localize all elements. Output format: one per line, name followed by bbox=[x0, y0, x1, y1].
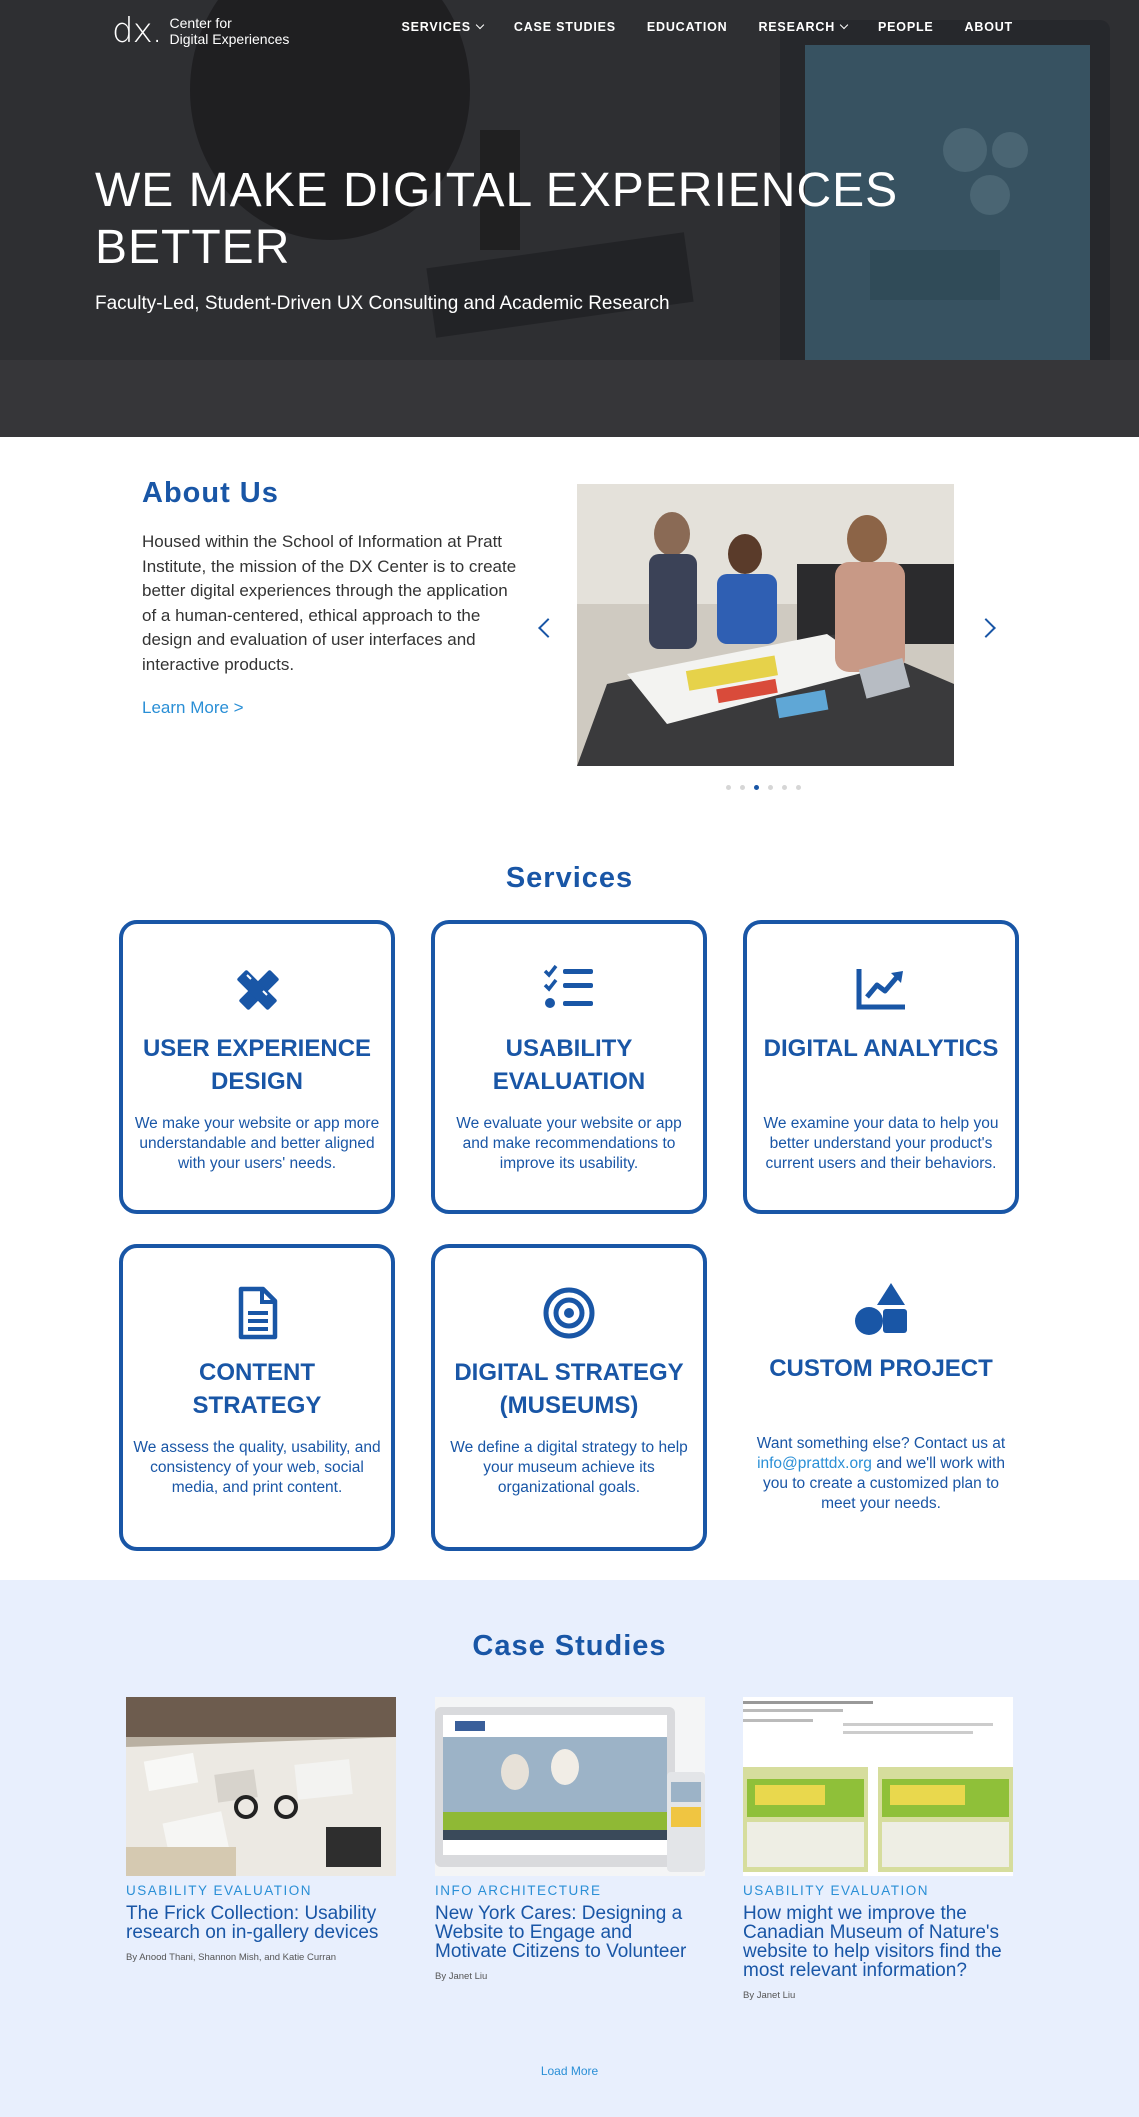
logo-text bbox=[170, 15, 290, 47]
service-description: We assess the quality, usability, and consistency of your web, social media, and print content. bbox=[133, 1439, 381, 1496]
case-study-byline: By Janet Liu bbox=[743, 1990, 796, 2001]
service-description bbox=[755, 1434, 1007, 1514]
service-card-digital-strategy-museums[interactable] bbox=[431, 1244, 707, 1551]
about-title: About Us bbox=[142, 477, 279, 509]
case-study-title[interactable]: How might we improve the Canadian Museum of Nature's website to help visitors find the most relevant information? bbox=[743, 1903, 1002, 1981]
service-title: DIGITAL ANALYTICS bbox=[763, 1035, 999, 1062]
service-description: We evaluate your website or app and make recommendations to improve its usability. bbox=[456, 1115, 682, 1172]
case-study-category: USABILITY EVALUATION bbox=[743, 1883, 930, 1898]
top-navigation bbox=[0, 0, 1139, 58]
carousel-next-arrow-icon[interactable] bbox=[976, 618, 996, 638]
custom-desc-after: and we'll work with you to create a customized plan to meet your needs. bbox=[762, 1455, 1005, 1512]
carousel-dot[interactable] bbox=[768, 785, 773, 790]
case-study-category: USABILITY EVALUATION bbox=[126, 1883, 313, 1898]
case-study-thumbnail[interactable] bbox=[435, 1697, 705, 1876]
hero-banner bbox=[0, 0, 1139, 437]
tasks-checklist-icon bbox=[541, 961, 597, 1017]
nav-about[interactable]: ABOUT bbox=[964, 20, 1013, 34]
nav-services-label: SERVICES bbox=[401, 20, 471, 34]
case-study-byline: By Anood Thani, Shannon Mish, and Katie Curran bbox=[126, 1952, 337, 1963]
about-carousel-image bbox=[577, 484, 954, 766]
carousel-dot[interactable] bbox=[754, 785, 759, 790]
service-card-digital-analytics[interactable] bbox=[743, 920, 1019, 1214]
service-card-ux-design[interactable] bbox=[119, 920, 395, 1214]
case-study-category: INFO ARCHITECTURE bbox=[435, 1883, 602, 1898]
hero-subtitle: Faculty-Led, Student-Driven UX Consulting and Academic Research bbox=[95, 293, 670, 314]
target-icon bbox=[541, 1285, 597, 1341]
service-description: We examine your data to help you better understand your product's current users and their behaviors. bbox=[763, 1115, 999, 1172]
service-description: We define a digital strategy to help your museum achieve its organizational goals. bbox=[450, 1439, 688, 1496]
logo-line-1: Center for bbox=[169, 15, 232, 31]
carousel-dot[interactable] bbox=[726, 785, 731, 790]
case-study-thumbnail[interactable] bbox=[126, 1697, 396, 1876]
nav-case-studies[interactable]: CASE STUDIES bbox=[513, 20, 616, 34]
service-title: CONTENT STRATEGY bbox=[192, 1359, 322, 1419]
nav-research-label: RESEARCH bbox=[758, 20, 836, 34]
case-study-title[interactable]: New York Cares: Designing a Website to Engage and Motivate Citizens to Volunteer bbox=[435, 1903, 687, 1962]
service-card-content-strategy[interactable] bbox=[119, 1244, 395, 1551]
case-studies-title: Case Studies bbox=[472, 1630, 667, 1662]
carousel-dots bbox=[726, 785, 801, 790]
carousel-dot[interactable] bbox=[782, 785, 787, 790]
chevron-down-icon bbox=[840, 21, 848, 29]
main-menu bbox=[402, 20, 1013, 34]
service-card-usability-evaluation[interactable] bbox=[431, 920, 707, 1214]
hero-title: WE MAKE DIGITAL EXPERIENCES BETTER bbox=[95, 164, 899, 274]
carousel-dot[interactable] bbox=[740, 785, 745, 790]
nav-people[interactable]: PEOPLE bbox=[878, 20, 934, 34]
case-study-byline: By Janet Liu bbox=[435, 1971, 488, 1982]
document-icon bbox=[229, 1285, 285, 1341]
nav-education[interactable]: EDUCATION bbox=[646, 20, 728, 34]
service-title: USER EXPERIENCE DESIGN bbox=[142, 1035, 372, 1095]
load-more-link[interactable]: Load More bbox=[540, 2064, 599, 2078]
case-study-card[interactable] bbox=[126, 1697, 396, 1963]
pencil-ruler-icon bbox=[229, 961, 285, 1017]
service-title: USABILITY EVALUATION bbox=[492, 1035, 646, 1095]
custom-desc-before: Want something else? Contact us at bbox=[756, 1435, 1006, 1452]
nav-research[interactable] bbox=[758, 20, 847, 34]
nycares-thumbnail-illustration bbox=[435, 1697, 705, 1876]
frick-thumbnail-illustration bbox=[126, 1697, 396, 1876]
about-text: Housed within the School of Information at Pratt Institute, the mission of the DX Center is to create better digital experiences through the application of a human-centered, ethical approach to the design and evaluation of user interfaces and interactive products. bbox=[142, 532, 517, 674]
chart-line-icon bbox=[853, 961, 909, 1017]
museum-nature-thumbnail-illustration bbox=[743, 1697, 1013, 1876]
nav-services[interactable] bbox=[402, 20, 483, 34]
case-study-title[interactable]: The Frick Collection: Usability research on in-gallery devices bbox=[126, 1903, 379, 1943]
site-logo[interactable] bbox=[112, 11, 290, 51]
service-card-custom-project[interactable] bbox=[743, 1244, 1019, 1551]
services-title: Services bbox=[505, 862, 634, 894]
logo-line-2: Digital Experiences bbox=[169, 31, 290, 47]
shapes-icon bbox=[853, 1281, 909, 1337]
chevron-down-icon bbox=[476, 21, 484, 29]
service-title: DIGITAL STRATEGY (MUSEUMS) bbox=[454, 1359, 684, 1419]
carousel-prev-arrow-icon[interactable] bbox=[538, 618, 558, 638]
logo-mark: dx. bbox=[112, 11, 162, 51]
learn-more-link[interactable]: Learn More > bbox=[142, 698, 244, 717]
carousel-dot[interactable] bbox=[796, 785, 801, 790]
case-study-card[interactable] bbox=[743, 1697, 1013, 2001]
service-description: We make your website or app more understandable and better aligned with your users' needs. bbox=[134, 1115, 380, 1172]
carousel-photo-illustration bbox=[577, 484, 954, 766]
case-study-thumbnail[interactable] bbox=[743, 1697, 1013, 1876]
service-title: CUSTOM PROJECT bbox=[769, 1355, 993, 1382]
case-study-card[interactable] bbox=[435, 1697, 705, 1982]
contact-email-link[interactable]: info@prattdx.org bbox=[757, 1455, 872, 1472]
